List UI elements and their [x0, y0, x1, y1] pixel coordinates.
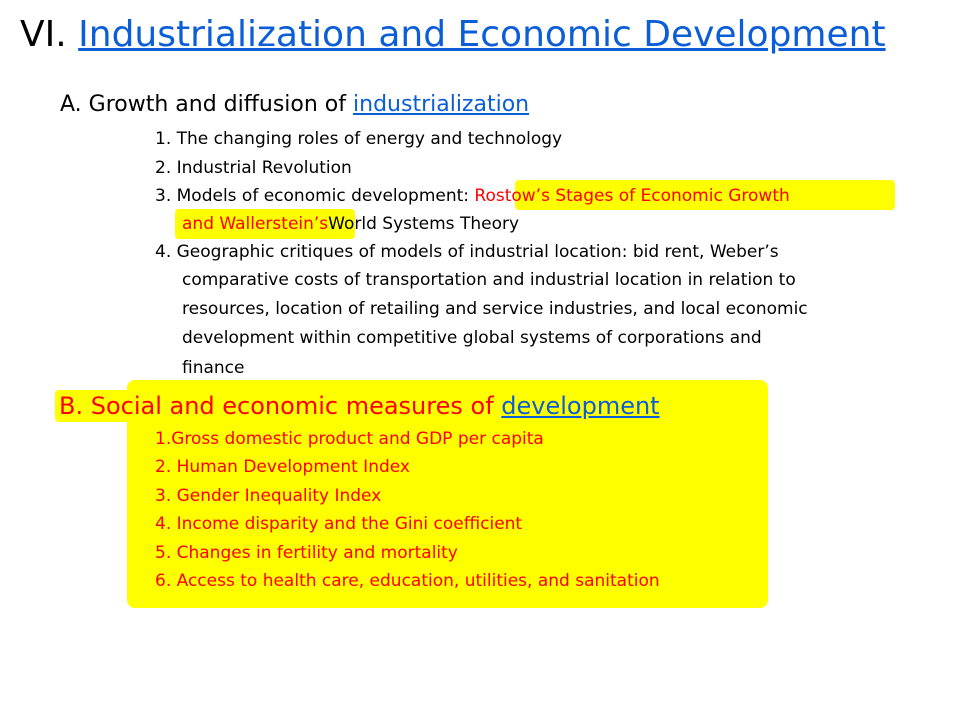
wallerstein-highlight-text: and Wallerstein’s: [182, 214, 329, 234]
section-a-item-4: 4. Geographic critiques of models of industrial location: bid rent, Weber’s: [155, 242, 779, 262]
section-a-item-4-line-2: comparative costs of transportation and industrial location in relation to: [182, 270, 796, 290]
development-link[interactable]: development: [501, 392, 660, 420]
section-a-heading-prefix: A. Growth and diffusion of: [60, 92, 354, 117]
section-b-heading-prefix: B. Social and economic measures of: [59, 392, 502, 420]
section-a-item-3-text: 3. Models of economic development:: [155, 186, 475, 206]
section-b-heading: [55, 390, 660, 422]
section-a-item-1: 1. The changing roles of energy and technology: [155, 129, 563, 149]
slide-title: [20, 10, 950, 60]
world-systems-text: World Systems Theory: [328, 214, 520, 234]
rostow-highlight-text: Rostow’s Stages of Economic Growth: [474, 186, 790, 206]
section-b-item-2: 2. Human Development Index: [155, 457, 410, 477]
title-link[interactable]: Industrialization and Economic Development: [78, 14, 886, 55]
section-a-heading: [60, 90, 529, 120]
section-a-item-4-line-5: finance: [182, 358, 245, 378]
industrialization-link[interactable]: industrialization: [353, 92, 530, 117]
section-b-item-3: 3. Gender Inequality Index: [155, 486, 382, 506]
section-a-item-2: 2. Industrial Revolution: [155, 158, 352, 178]
section-b-item-5: 5. Changes in fertility and mortality: [155, 543, 458, 563]
section-a-item-4-line-4: development within competitive global systems of corporations and: [182, 328, 762, 348]
section-b-item-1: 1.Gross domestic product and GDP per capita: [155, 429, 544, 449]
section-a-item-3-continued: [182, 211, 519, 237]
section-a-item-3: [155, 183, 790, 209]
title-prefix: VI.: [20, 14, 79, 55]
section-b-item-4: 4. Income disparity and the Gini coefficient: [155, 514, 523, 534]
section-b-item-6: 6. Access to health care, education, utilities, and sanitation: [155, 571, 660, 591]
section-a-item-4-line-3: resources, location of retailing and service industries, and local economic: [182, 299, 808, 319]
